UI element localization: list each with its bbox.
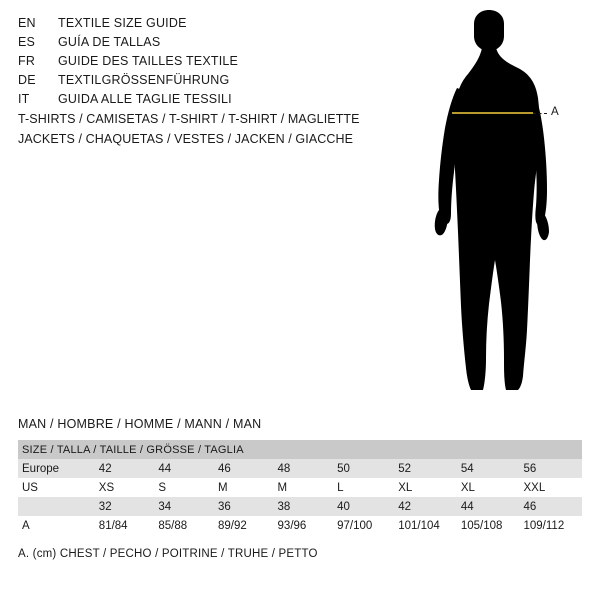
table-row [18, 497, 582, 516]
language-row [18, 33, 358, 52]
row-label: US [18, 478, 95, 497]
cell-value: 109/112 [520, 516, 583, 535]
cell-value: 48 [274, 459, 334, 478]
row-label [18, 497, 95, 516]
language-code: IT [18, 92, 30, 106]
language-code: DE [18, 73, 36, 87]
language-list [18, 14, 358, 109]
row-label: Europe [18, 459, 95, 478]
language-row [18, 14, 358, 33]
cell-value: 46 [214, 459, 274, 478]
cell-value: 101/104 [394, 516, 457, 535]
table-row [18, 459, 582, 478]
table-header-row [18, 440, 582, 459]
cell-value: 32 [95, 497, 155, 516]
table-row [18, 516, 582, 535]
cell-value: M [274, 478, 334, 497]
cell-value: 93/96 [274, 516, 334, 535]
section-title-man: MAN / HOMBRE / HOMME / MANN / MAN [18, 417, 262, 431]
language-text: GUIDE DES TAILLES TEXTILE [58, 54, 239, 68]
cell-value: 54 [457, 459, 520, 478]
cell-value: 97/100 [333, 516, 394, 535]
language-row [18, 90, 358, 109]
table-header-label: SIZE / TALLA / TAILLE / GRÖSSE / TAGLIA [18, 440, 582, 459]
cell-value: 52 [394, 459, 457, 478]
table-row [18, 478, 582, 497]
cell-value: 38 [274, 497, 334, 516]
cell-value: 89/92 [214, 516, 274, 535]
cell-value: 105/108 [457, 516, 520, 535]
cell-value: XS [95, 478, 155, 497]
category-tshirts: T-SHIRTS / CAMISETAS / T-SHIRT / T-SHIRT / MAGLIETTE [18, 112, 360, 126]
cell-value: 36 [214, 497, 274, 516]
cell-value: 81/84 [95, 516, 155, 535]
category-jackets: JACKETS / CHAQUETAS / VESTES / JACKEN / GIACCHE [18, 132, 354, 146]
cell-value: 56 [520, 459, 583, 478]
cell-value: L [333, 478, 394, 497]
language-text: TEXTILE SIZE GUIDE [58, 16, 187, 30]
cell-value: 44 [457, 497, 520, 516]
size-table [18, 440, 582, 535]
language-text: TEXTILGRÖSSENFÜHRUNG [58, 73, 230, 87]
cell-value: XL [394, 478, 457, 497]
cell-value: 85/88 [154, 516, 214, 535]
language-row [18, 52, 358, 71]
language-row [18, 71, 358, 90]
cell-value: M [214, 478, 274, 497]
language-text: GUIDA ALLE TAGLIE TESSILI [58, 92, 232, 106]
cell-value: 40 [333, 497, 394, 516]
male-silhouette-figure [400, 10, 600, 410]
cell-value: 46 [520, 497, 583, 516]
row-label: A [18, 516, 95, 535]
measure-leader-line [533, 113, 547, 114]
cell-value: S [154, 478, 214, 497]
language-code: ES [18, 35, 36, 49]
cell-value: 42 [394, 497, 457, 516]
cell-value: XL [457, 478, 520, 497]
cell-value: 42 [95, 459, 155, 478]
cell-value: 50 [333, 459, 394, 478]
language-code: EN [18, 16, 36, 30]
cell-value: 44 [154, 459, 214, 478]
footnote-chest-measure: A. (cm) CHEST / PECHO / POITRINE / TRUHE / PETTO [18, 548, 318, 560]
measure-label-a: A [551, 106, 560, 118]
cell-value: 34 [154, 497, 214, 516]
language-text: GUÍA DE TALLAS [58, 35, 161, 49]
language-code: FR [18, 54, 36, 68]
category-list [18, 109, 418, 149]
cell-value: XXL [520, 478, 583, 497]
